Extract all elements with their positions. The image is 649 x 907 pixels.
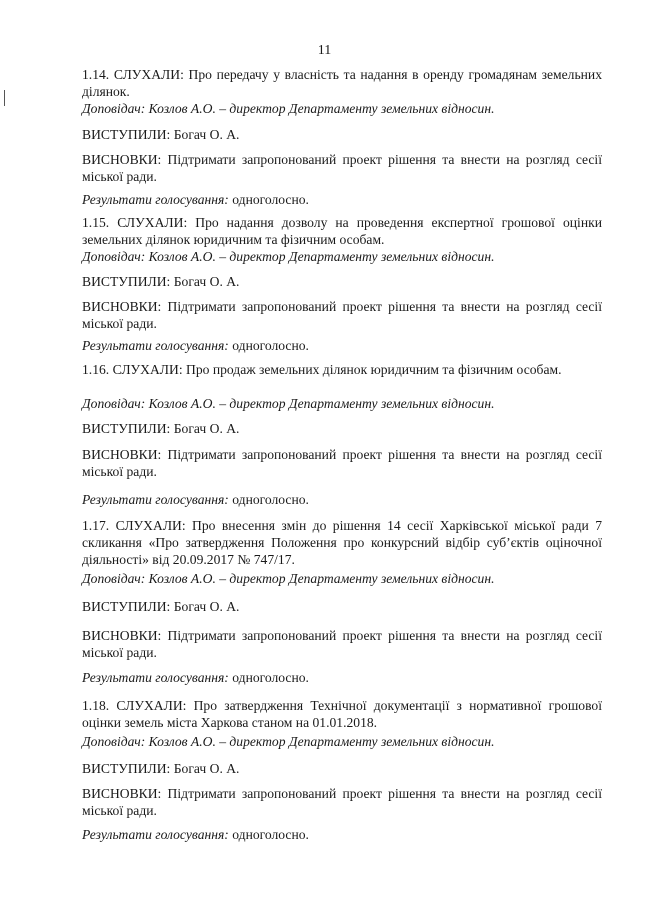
vote-result: одноголосно. (232, 338, 309, 353)
speaker-1-14 (82, 100, 602, 117)
conclusions-1-15: ВИСНОВКИ: Підтримати запропонований проект рішення та внести на розгляд сесії міської ради. (82, 299, 602, 331)
speaker-1-16 (82, 395, 602, 412)
vote-label: Результати голосування: (82, 827, 229, 842)
vote-label: Результати голосування: (82, 492, 229, 507)
spoke-1-16: ВИСТУПИЛИ: Богач О. А. (82, 421, 240, 436)
conclusions-1-14: ВИСНОВКИ: Підтримати запропонований проект рішення та внести на розгляд сесії міської ради. (82, 152, 602, 184)
speaker-name: Козлов А.О. – директор Департаменту земельних відносин. (148, 249, 495, 264)
vote-result: одноголосно. (232, 492, 309, 507)
speaker-1-18 (82, 733, 602, 750)
vote-result: одноголосно. (232, 192, 309, 207)
heard-1-17: 1.17. СЛУХАЛИ: Про внесення змін до рішення 14 сесії Харківської міської ради 7 скликання «Про затвердження Положення про конкурсний відбір суб’єктів оціночної діяльності» від 20.09.2017 № 747/17. (82, 518, 602, 567)
speaker-1-17 (82, 570, 602, 587)
vote-result: одноголосно. (232, 827, 309, 842)
speaker-label: Доповідач: (82, 101, 146, 116)
vote-label: Результати голосування: (82, 192, 229, 207)
heard-1-14: 1.14. СЛУХАЛИ: Про передачу у власність та надання в оренду громадянам земельних ділянок. (82, 67, 602, 99)
vote-1-18 (82, 826, 602, 843)
speaker-label: Доповідач: (82, 571, 146, 586)
vote-label: Результати голосування: (82, 338, 229, 353)
margin-mark (4, 90, 5, 106)
speaker-name: Козлов А.О. – директор Департаменту земельних відносин. (148, 396, 495, 411)
speaker-name: Козлов А.О. – директор Департаменту земельних відносин. (148, 571, 495, 586)
conclusions-1-17: ВИСНОВКИ: Підтримати запропонований проект рішення та внести на розгляд сесії міської ради. (82, 628, 602, 660)
vote-result: одноголосно. (232, 670, 309, 685)
speaker-label: Доповідач: (82, 396, 146, 411)
vote-1-17 (82, 669, 602, 686)
heard-1-15: 1.15. СЛУХАЛИ: Про надання дозволу на проведення експертної грошової оцінки земельних ділянок юридичним та фізичним особам. (82, 215, 602, 247)
speaker-name: Козлов А.О. – директор Департаменту земельних відносин. (148, 101, 495, 116)
spoke-1-15: ВИСТУПИЛИ: Богач О. А. (82, 274, 240, 289)
speaker-1-15 (82, 248, 602, 265)
speaker-label: Доповідач: (82, 734, 146, 749)
heard-1-16: 1.16. СЛУХАЛИ: Про продаж земельних ділянок юридичним та фізичним особам. (82, 362, 562, 377)
vote-label: Результати голосування: (82, 670, 229, 685)
vote-1-14 (82, 191, 602, 208)
heard-1-18: 1.18. СЛУХАЛИ: Про затвердження Технічної документації з нормативної грошової оцінки земель міста Харкова станом на 01.01.2018. (82, 698, 602, 730)
spoke-1-17: ВИСТУПИЛИ: Богач О. А. (82, 599, 240, 614)
vote-1-16 (82, 491, 602, 508)
spoke-1-14: ВИСТУПИЛИ: Богач О. А. (82, 127, 240, 142)
vote-1-15 (82, 337, 602, 354)
page-number: 11 (317, 43, 332, 58)
conclusions-1-16: ВИСНОВКИ: Підтримати запропонований проект рішення та внести на розгляд сесії міської ради. (82, 447, 602, 479)
speaker-name: Козлов А.О. – директор Департаменту земельних відносин. (148, 734, 495, 749)
spoke-1-18: ВИСТУПИЛИ: Богач О. А. (82, 761, 240, 776)
speaker-label: Доповідач: (82, 249, 146, 264)
conclusions-1-18: ВИСНОВКИ: Підтримати запропонований проект рішення та внести на розгляд сесії міської ради. (82, 786, 602, 818)
